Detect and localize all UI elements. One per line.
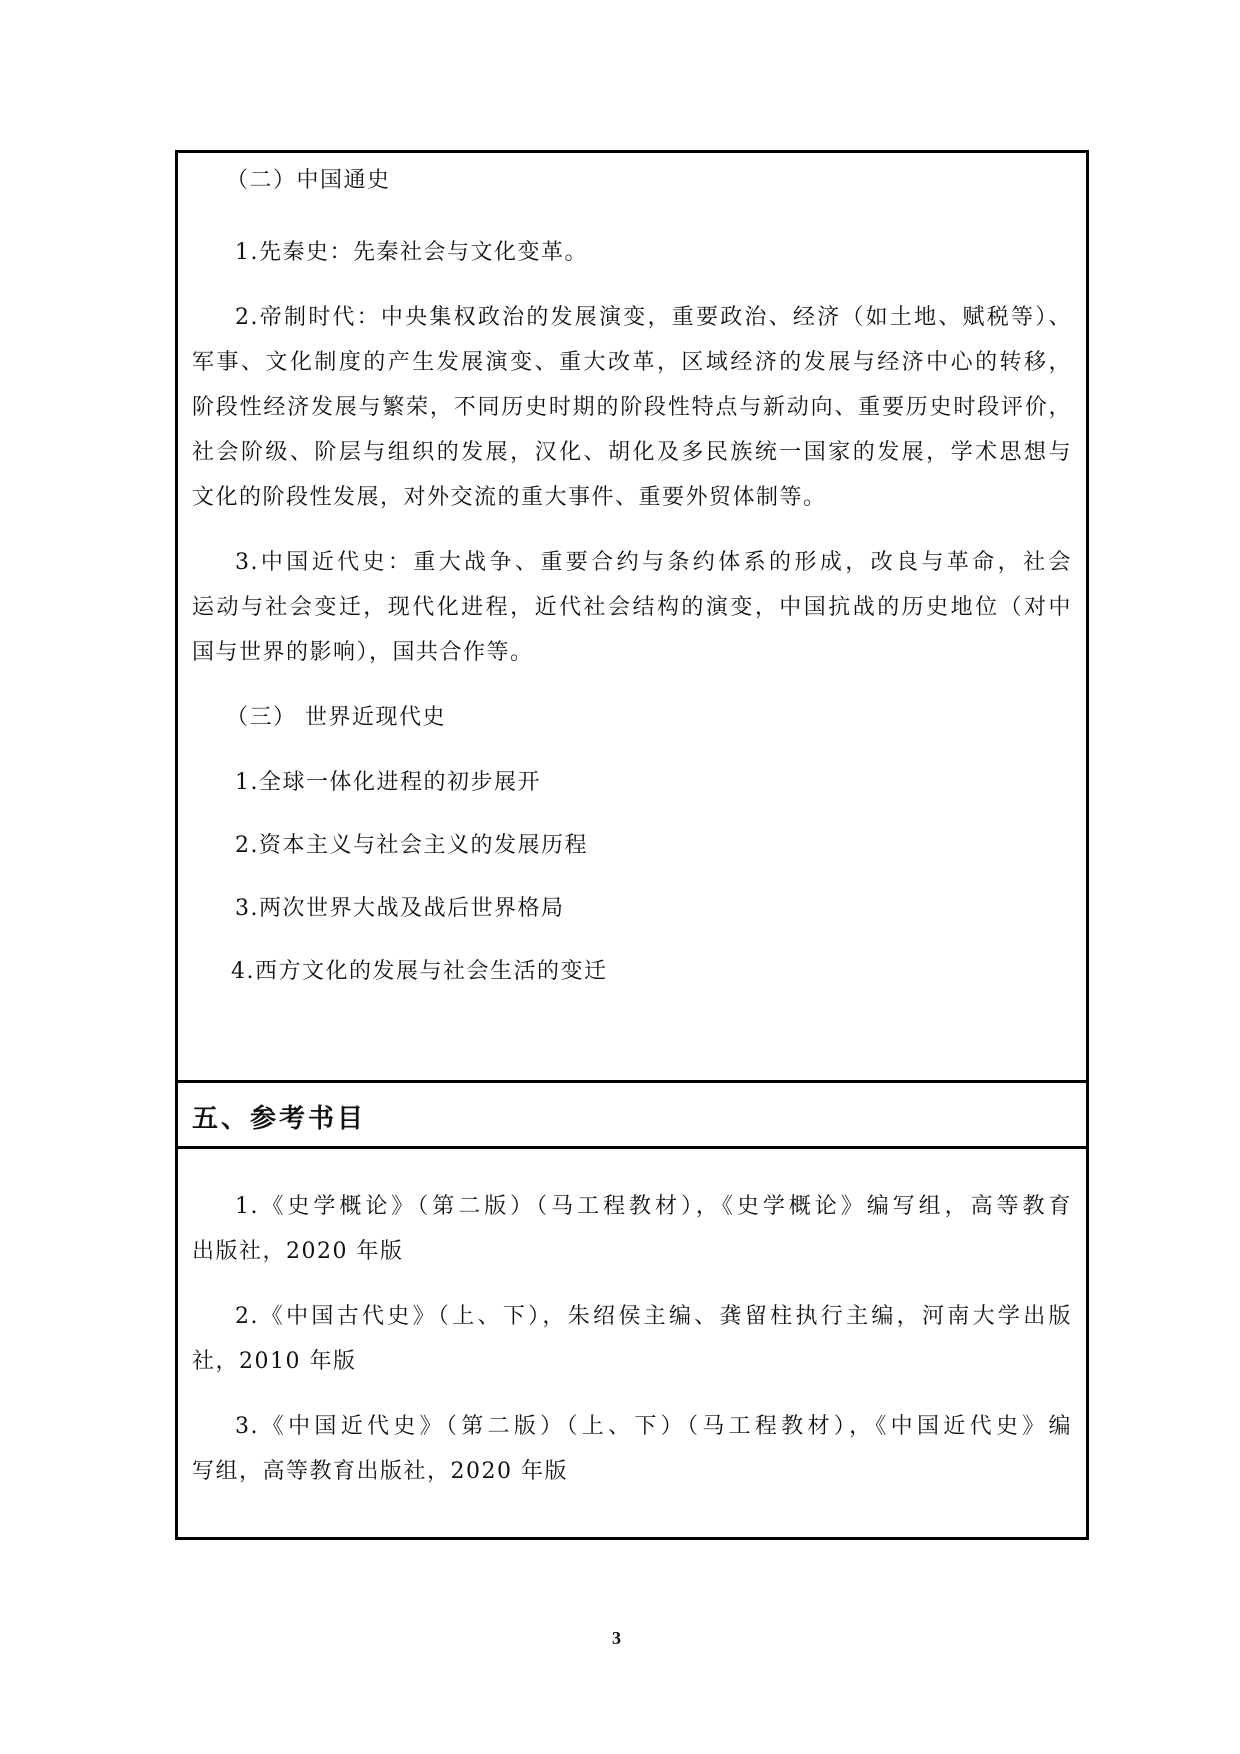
world-history-item-3: 3.两次世界大战及战后世界格局 [235,896,565,921]
china-history-item-3-line-3: 国与世界的影响），国共合作等。 [192,640,534,665]
reference-3-line-2: 写组，高等教育出版社，2020 年版 [192,1459,568,1484]
world-history-item-4: 4.西方文化的发展与社会生活的变迁 [231,959,608,984]
china-history-item-2-line-4: 社会阶级、阶层与组织的发展，汉化、胡化及多民族统一国家的发展，学术思想与 [192,440,1072,465]
references-section-title: 五、参考书目 [192,1104,367,1134]
world-history-item-2: 2.资本主义与社会主义的发展历程 [235,833,588,858]
china-history-item-3-line-2: 运动与社会变迁，现代化进程，近代社会结构的演变，中国抗战的历史地位（对中 [192,595,1072,620]
china-history-item-3-line-1: 3.中国近代史：重大战争、重要合约与条约体系的形成，改良与革命，社会 [235,550,1072,575]
china-history-item-2-line-2: 军事、文化制度的产生发展演变、重大改革，区域经济的发展与经济中心的转移， [192,350,1072,375]
reference-1-line-2: 出版社，2020 年版 [192,1239,404,1264]
table-divider-top [178,1080,1086,1083]
reference-3-line-1: 3.《中国近代史》（第二版）（上、下）（马工程教材），《中国近代史》编 [235,1414,1072,1439]
world-history-heading: （三） 世界近现代史 [226,705,446,730]
syllabus-table [175,150,1089,1540]
reference-2-line-1: 2.《中国古代史》（上、下），朱绍侯主编、龚留柱执行主编，河南大学出版 [235,1304,1072,1329]
page-number: 3 [612,1628,621,1648]
china-history-heading: （二）中国通史 [226,168,391,193]
reference-2-line-2: 社，2010 年版 [192,1349,357,1374]
table-divider-bottom [178,1146,1086,1149]
world-history-item-1: 1.全球一体化进程的初步展开 [235,770,541,795]
china-history-item-2-line-5: 文化的阶段性发展，对外交流的重大事件、重要外贸体制等。 [192,485,827,510]
china-history-item-2-line-1: 2.帝制时代：中央集权政治的发展演变，重要政治、经济（如土地、赋税等）、 [235,305,1072,330]
china-history-item-1: 1.先秦史：先秦社会与文化变革。 [235,240,588,265]
china-history-item-2-line-3: 阶段性经济发展与繁荣，不同历史时期的阶段性特点与新动向、重要历史时段评价， [192,395,1072,420]
reference-1-line-1: 1.《史学概论》（第二版）（马工程教材），《史学概论》编写组，高等教育 [235,1194,1072,1219]
